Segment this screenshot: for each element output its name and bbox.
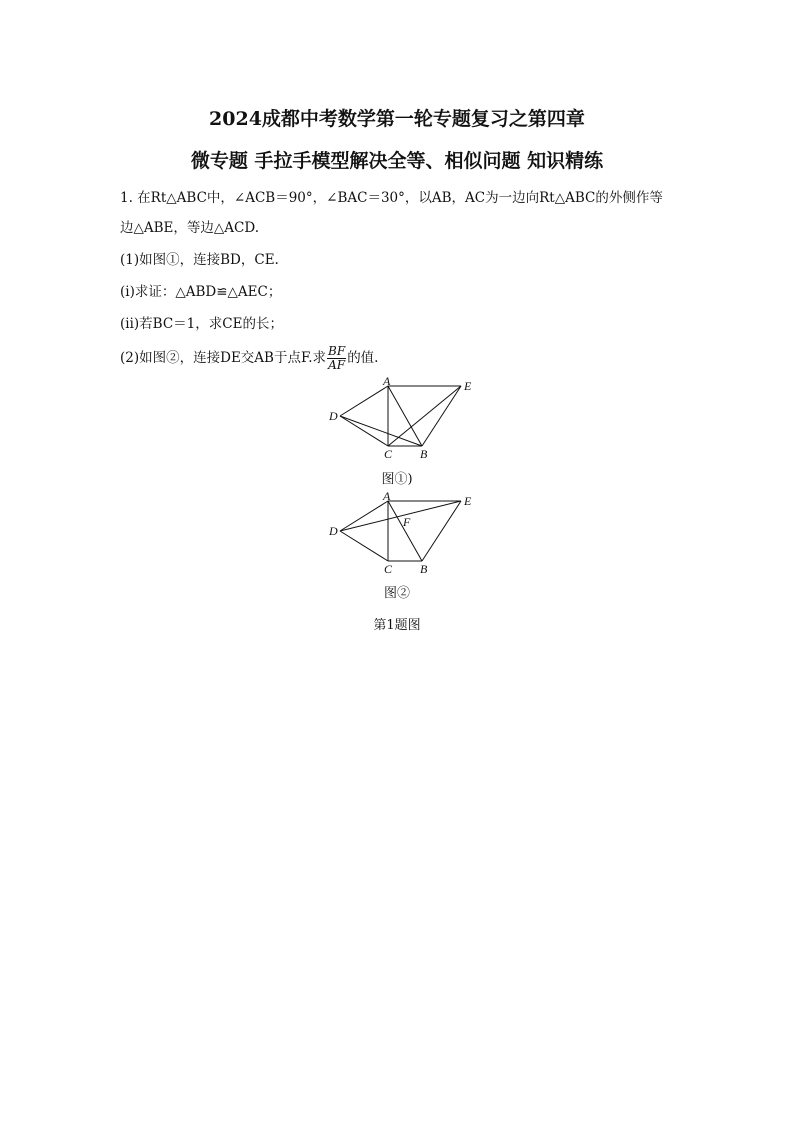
- figure-1: [320, 374, 480, 466]
- problem-line-1: 1. 在Rt△ABC中，∠ACB＝90°，∠BAC＝30°，以AB，AC为一边向Rt△ABC的外侧作等: [120, 190, 663, 206]
- problem-part-1: (1)如图①，连接BD，CE.: [120, 252, 279, 268]
- label-b: B: [420, 447, 428, 461]
- segment-dc: [340, 531, 388, 561]
- label-b: B: [420, 562, 428, 576]
- problem-line-2: 边△ABE，等边△ACD.: [120, 220, 260, 236]
- label-f: F: [403, 515, 411, 529]
- fraction-denominator: AF: [328, 358, 346, 372]
- figure-2: [320, 488, 480, 580]
- segment-ab: [388, 501, 422, 561]
- segment-eb: [422, 386, 461, 446]
- label-e: E: [464, 494, 472, 508]
- segment-da: [340, 386, 388, 416]
- fraction-numerator: BF: [328, 344, 346, 358]
- segment-eb: [422, 501, 461, 561]
- segment-ce: [388, 386, 461, 446]
- figure-1-caption: 图①): [381, 472, 413, 487]
- label-c: C: [384, 562, 393, 576]
- fraction-bf-af: [327, 345, 346, 372]
- label-d: D: [329, 524, 338, 538]
- label-c: C: [384, 447, 393, 461]
- label-a: A: [383, 489, 391, 503]
- label-e: E: [464, 379, 472, 393]
- figure-2-caption: 图②: [383, 586, 410, 601]
- problem-part-1-i: (ⅰ)求证：△ABD≌△AEC；: [120, 284, 282, 300]
- label-a: A: [383, 374, 391, 388]
- problem-part-1-ii: (ⅱ)若BC＝1，求CE的长；: [120, 316, 283, 332]
- problem-part-2-text: (2)如图②，连接DE交AB于点F.求: [120, 350, 327, 366]
- page-title: 2024成都中考数学第一轮专题复习之第四章: [209, 108, 585, 130]
- segment-ab: [388, 386, 422, 446]
- segment-de: [340, 501, 461, 531]
- label-d: D: [329, 409, 338, 423]
- problem-part-2-tail: 的值.: [347, 350, 379, 366]
- problem-part-2: [120, 345, 378, 372]
- figure-group-caption: 第1题图: [373, 618, 421, 633]
- page-subtitle: 微专题 手拉手模型解决全等、相似问题 知识精练: [190, 150, 604, 172]
- segment-da: [340, 501, 388, 531]
